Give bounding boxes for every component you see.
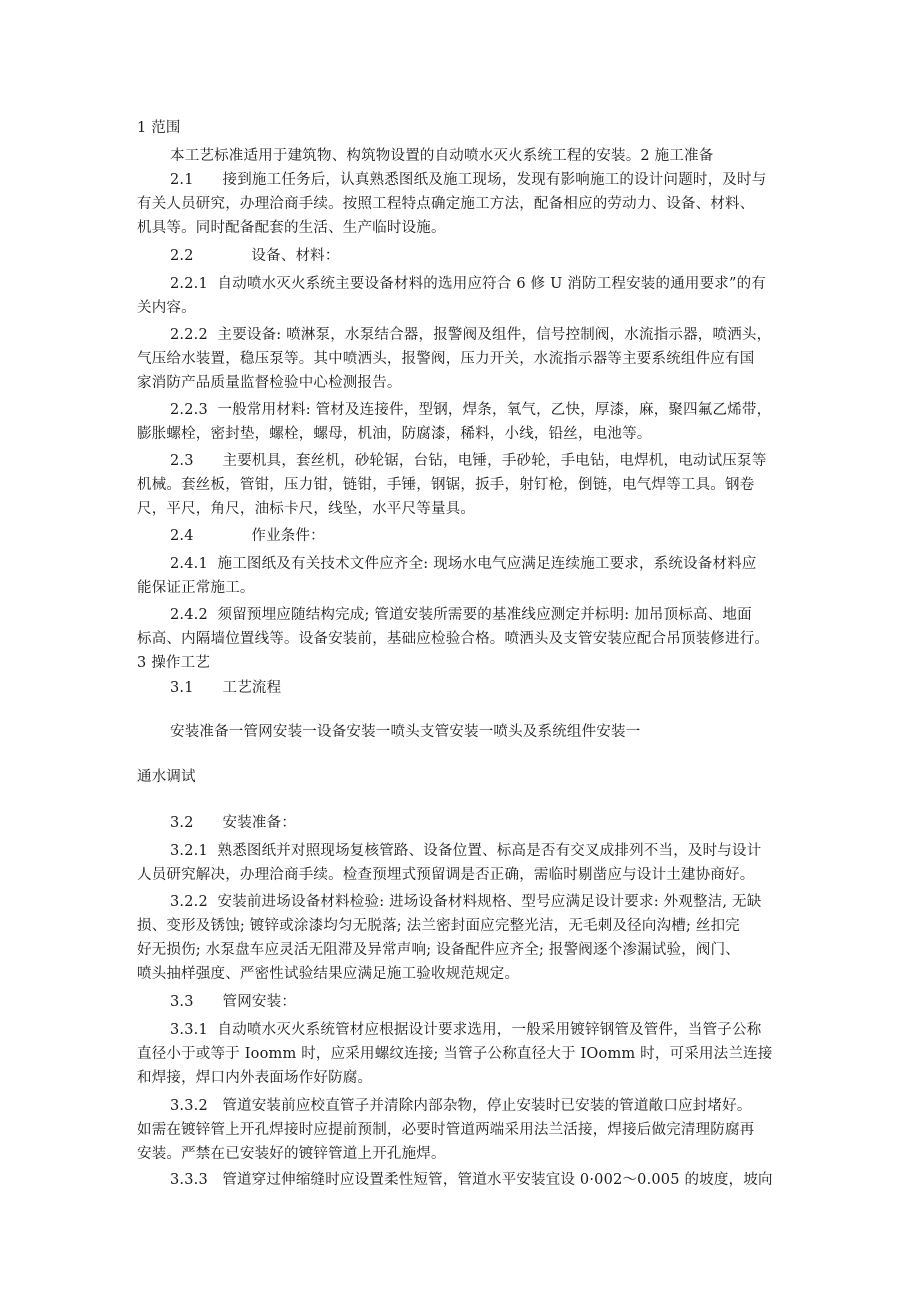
subsection-heading: 3.1 工艺流程 bbox=[170, 680, 282, 696]
paragraph-line: 3.2.2 安装前进场设备材料检验: 进场设备材料规格、型号应满足设计要求: 外观整洁, 无缺 bbox=[170, 894, 762, 910]
subsection-heading: 3.3 管网安装： bbox=[170, 994, 297, 1010]
process-flow-line: 通水调试 bbox=[137, 769, 196, 785]
paragraph-line: 2.2.1 自动喷水灭火系统主要设备材料的选用应符合 6 修 U 消防工程安装的通用要求”的有 bbox=[170, 276, 767, 292]
paragraph-line: 标高、内隔墙位置线等。设备安装前，基础应检验合格。喷洒头及支管安装应配合吊顶装修进行。 bbox=[137, 631, 770, 647]
paragraph-line: 喷头抽样强度、严密性试验结果应满足施工验收规范规定。 bbox=[137, 966, 520, 982]
paragraph-line: 2.2.2 主要设备: 喷淋泵，水泵结合器，报警阀及组件，信号控制阀，水流指示器，喷洒头， bbox=[170, 327, 772, 343]
paragraph-line: 安装。严禁在已安装好的镀锌管道上开孔施焊。 bbox=[137, 1146, 446, 1162]
paragraph-line: 3.3.3 管道穿过伸缩缝时应设置柔性短管，管道水平安装宜设 0·002～0.005 的坡度，坡向 bbox=[170, 1172, 773, 1188]
subsection-heading: 2.4 作业条件： bbox=[170, 528, 325, 544]
paragraph-line: 2.4.2 须留预埋应随结构完成; 管道安装所需要的基准线应测定并标明: 加吊顶标高、地面 bbox=[170, 607, 752, 623]
paragraph-line: 气压给水装置，稳压泵等。其中喷洒头，报警阀，压力开关，水流指示器等主要系统组件应有国 bbox=[137, 351, 755, 367]
paragraph-line: 好无损伤; 水泵盘车应灵活无阻滞及异常声响; 设备配件应齐全; 报警阀逐个渗漏试验，阀门、 bbox=[137, 942, 740, 958]
paragraph-line: 机具等。同时配备配套的生活、生产临时设施。 bbox=[137, 220, 446, 236]
paragraph-line: 尺，平尺，角尺，油标卡尺，线坠，水平尺等量具。 bbox=[137, 501, 476, 517]
section-heading-operation: 3 操作工艺 bbox=[137, 655, 211, 671]
paragraph-line: 3.3.2 管道安装前应校直管子并清除内部杂物，停止安装时已安装的管道敞口应封堵好。 bbox=[170, 1098, 752, 1114]
paragraph-line: 膨胀螺栓，密封垫，螺栓，螺母，机油，防腐漆，稀料，小线，铅丝，电池等。 bbox=[137, 426, 652, 442]
section-heading-scope: 1 范围 bbox=[137, 120, 181, 136]
paragraph-line: 人员研究解决，办理洽商手续。检查预埋式预留调是否正确，需临时剔凿应与设计土建协商好。 bbox=[137, 867, 755, 883]
paragraph-line: 机械。套丝板，管钳，压力钳，链钳，手锤，钢锯，扳手，射钉枪，倒链，电气焊等工具。钢卷 bbox=[137, 477, 755, 493]
subsection-heading: 3.2 安装准备： bbox=[170, 815, 297, 831]
paragraph-line: 有关人员研究，办理洽商手续。按照工程特点确定施工方法，配备相应的劳动力、设备、材料、 bbox=[137, 196, 755, 212]
paragraph-line: 2.4.1 施工图纸及有关技术文件应齐全: 现场水电气应满足连续施工要求，系统设备材料应 bbox=[170, 556, 757, 572]
paragraph-line: 关内容。 bbox=[137, 300, 196, 316]
paragraph-line: 直径小于或等于 Ioomm 时，应采用螺纹连接; 当管子公称直径大于 IOomm 时，可采用法兰连接 bbox=[137, 1046, 773, 1062]
process-flow-line: 安装准备一管网安装一设备安装一喷头支管安装一喷头及系统组件安装一 bbox=[170, 724, 641, 740]
paragraph-line: 家消防产品质量监督检验中心检测报告。 bbox=[137, 375, 402, 391]
subsection-heading: 2.2 设备、材料： bbox=[170, 248, 340, 264]
paragraph-line: 能保证正常施工。 bbox=[137, 580, 255, 596]
paragraph-line: 2.2.3 一般常用材料: 管材及连接件，型钢，焊条，氧气，乙快，厚漆，麻，聚四氟乙烯带， bbox=[170, 402, 772, 418]
paragraph-line: 损、变形及锈蚀; 镀锌或涂漆均匀无脱落; 法兰密封面应完整光洁，无毛刺及径向沟槽; 丝扣完 bbox=[137, 918, 740, 934]
paragraph-line: 本工艺标准适用于建筑物、构筑物设置的自动喷水灭火系统工程的安装。2 施工准备 bbox=[170, 148, 714, 164]
paragraph-line: 和焊接，焊口内外表面场作好防腐。 bbox=[137, 1070, 373, 1086]
paragraph-line: 2.1 接到施工任务后，认真熟悉图纸及施工现场，发现有影响施工的设计问题时，及时与 bbox=[170, 172, 767, 188]
paragraph-line: 如需在镀锌管上开孔焊接时应提前预制，必要时管道两端采用法兰活接，焊接后做完清理防腐再 bbox=[137, 1122, 755, 1138]
paragraph-line: 2.3 主要机具，套丝机，砂轮锯，台钻，电锤，手砂轮，手电钻，电焊机，电动试压泵等 bbox=[170, 453, 767, 469]
paragraph-line: 3.3.1 自动喷水灭火系统管材应根据设计要求选用，一般采用镀锌钢管及管件，当管子公称 bbox=[170, 1022, 762, 1038]
paragraph-line: 3.2.1 熟悉图纸并对照现场复核管路、设备位置、标高是否有交叉成排列不当，及时与设计 bbox=[170, 843, 762, 859]
